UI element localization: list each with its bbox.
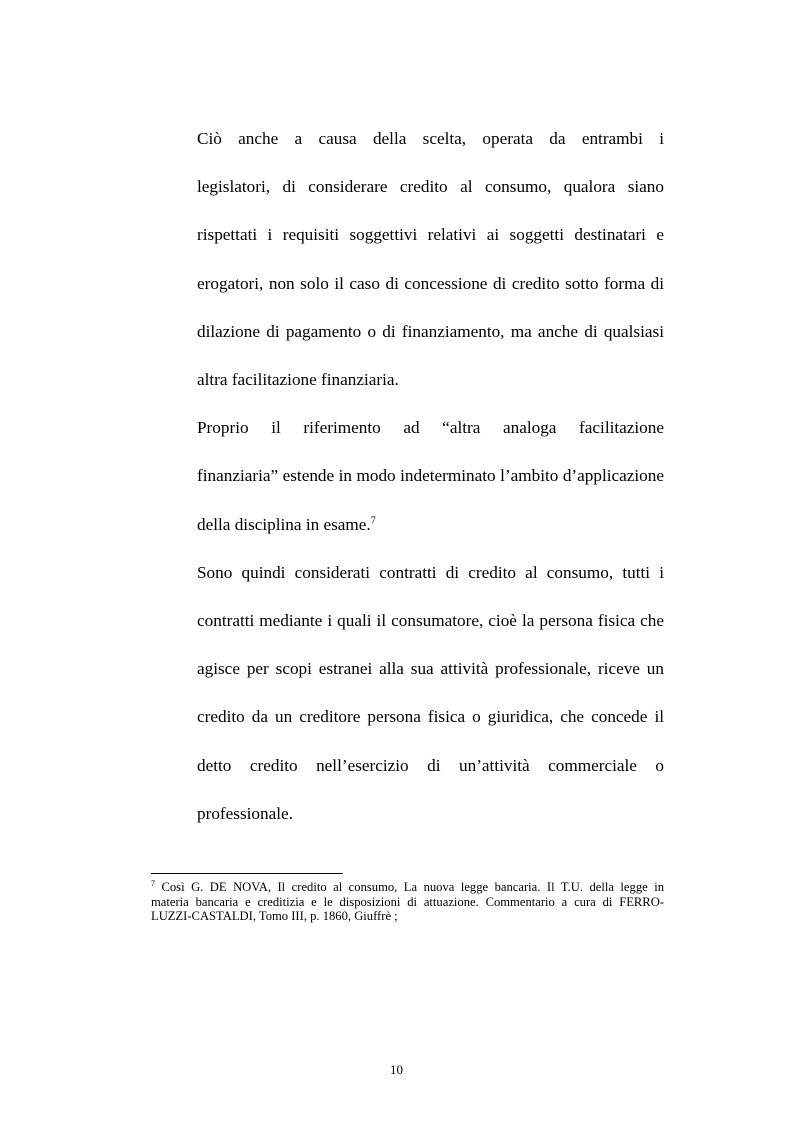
text-line: altra facilitazione finanziaria.: [197, 370, 399, 390]
paragraph-3: [151, 549, 664, 838]
text-line: erogatori, non solo il caso di concessione di credito sotto forma di: [197, 273, 664, 293]
text-line: Sono quindi considerati contratti di credito al consumo, tutti i: [197, 562, 664, 582]
paragraph-2: [151, 404, 664, 549]
text-line: finanziaria” estende in modo indeterminato l’ambito d’applicazione: [197, 466, 664, 486]
footnote-marker: 7: [151, 878, 155, 888]
text-line: agisce per scopi estranei alla sua attività professionale, riceve un: [197, 659, 664, 679]
text-line: della disciplina in esame.: [197, 514, 371, 534]
text-line: contratti mediante i quali il consumatore, cioè la persona fisica che: [197, 611, 664, 631]
footnote-text: Così G. DE NOVA, Il credito al consumo, La nuova legge bancaria. Il T.U. della legge in: [155, 880, 664, 894]
footnote-line: LUZZI-CASTALDI, Tomo III, p. 1860, Giuffrè ;: [151, 909, 398, 924]
text-line: legislatori, di considerare credito al consumo, qualora siano: [197, 177, 664, 197]
footnote-line: materia bancaria e creditizia e le disposizioni di attuazione. Commentario a cura di FERRO-: [151, 894, 664, 909]
footnote-line: [151, 880, 664, 895]
text-line: dilazione di pagamento o di finanziamento, ma anche di qualsiasi: [197, 321, 664, 341]
page-number: 10: [390, 1062, 403, 1077]
text-line: Proprio il riferimento ad “altra analoga facilitazione: [197, 418, 664, 438]
footnote-divider: [151, 873, 343, 874]
text-line: Ciò anche a causa della scelta, operata da entrambi i: [197, 129, 664, 148]
footnote-reference[interactable]: 7: [370, 514, 376, 526]
body-text: [151, 115, 664, 838]
text-line: detto credito nell’esercizio di un’attività commerciale o: [197, 755, 664, 775]
footnote: [151, 880, 664, 924]
paragraph-1: [151, 115, 664, 404]
text-line: rispettati i requisiti soggettivi relativi ai soggetti destinatari e: [197, 225, 664, 245]
text-line-with-footnote: [151, 501, 664, 549]
text-line: credito da un creditore persona fisica o giuridica, che concede il: [197, 707, 664, 727]
text-line: professionale.: [197, 803, 293, 823]
